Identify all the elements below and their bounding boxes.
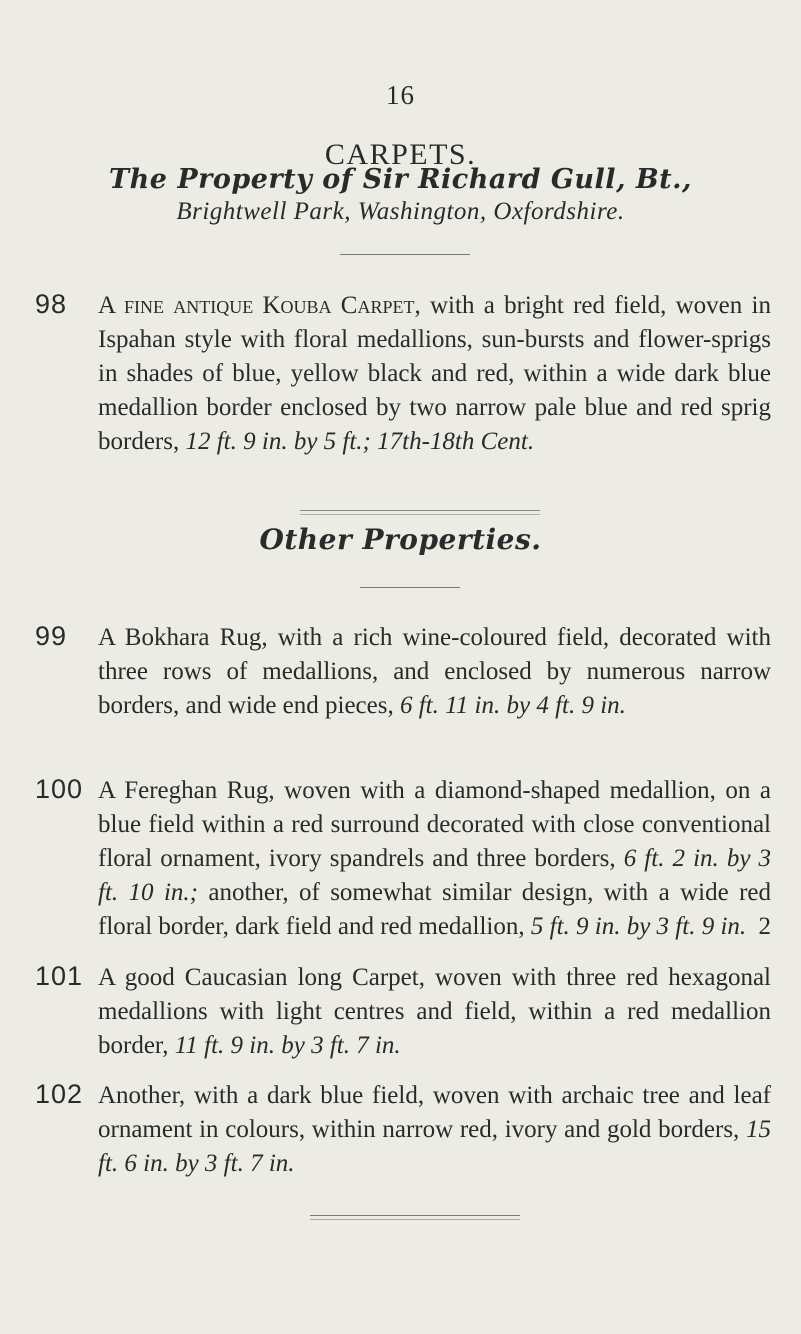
owner-line: The Property of Sir Richard Gull, Bt., bbox=[109, 164, 692, 195]
section-title: CARPETS. bbox=[324, 138, 477, 171]
divider-rule bbox=[300, 510, 540, 511]
lot-dimensions: 6 ft. 2 in. by 3 ft. 10 in.; bbox=[98, 845, 771, 906]
lot-description bbox=[98, 1079, 771, 1181]
lot-description bbox=[98, 774, 771, 944]
lot-dimensions-second: 5 ft. 9 in. by 3 ft. 9 in. bbox=[530, 913, 747, 940]
divider-rule bbox=[300, 514, 540, 515]
lot-description bbox=[98, 289, 771, 459]
page-number: 16 bbox=[386, 80, 415, 110]
divider-rule bbox=[360, 587, 460, 588]
divider-rule bbox=[310, 1219, 520, 1220]
lot-number: 102 bbox=[35, 1079, 84, 1109]
divider-rule bbox=[340, 254, 470, 255]
lot-description bbox=[98, 621, 771, 723]
lot-text: Another, with a dark blue field, woven with archaic tree and leaf ornament in colours, within narrow red, ivory and gold borders, bbox=[98, 1082, 771, 1143]
lot-number: 98 bbox=[35, 289, 68, 319]
lot-number: 100 bbox=[35, 774, 84, 804]
lot-number: 99 bbox=[35, 621, 68, 651]
lot-text-continued: another, of somewhat similar design, with a wide red floral border, dark field and red medallion, bbox=[98, 879, 771, 940]
location-line: Brightwell Park, Washington, Oxfordshire. bbox=[176, 198, 625, 225]
lot-dimensions: 12 ft. 9 in. by 5 ft.; 17th-18th Cent. bbox=[185, 428, 535, 455]
lot-lead: A fine antique Kouba Carpet, bbox=[98, 292, 421, 319]
lot-dimensions: 11 ft. 9 in. by 3 ft. 7 in. bbox=[174, 1032, 401, 1059]
lot-text: with a bright red field, woven in Ispahan style with floral medallions, sun-bursts and flower-sprigs in shades of blue, yellow black and red, within a wide dark blue medallion border enclosed by two narrow pale blue and red sprig borders, bbox=[98, 292, 771, 455]
lot-dimensions: 15 ft. 6 in. by 3 ft. 7 in. bbox=[98, 1116, 771, 1177]
lot-text: A good Caucasian long Carpet, woven with three red hexagonal medallions with light centres and field, within a red medallion border, bbox=[98, 964, 771, 1059]
lot-dimensions: 6 ft. 11 in. by 4 ft. 9 in. bbox=[399, 692, 626, 719]
lot-text: A Bokhara Rug, with a rich wine-coloured field, decorated with three rows of medallions, and enclosed by numerous narrow borders, and wide end pieces, bbox=[98, 624, 771, 719]
lot-count: 2 bbox=[758, 913, 771, 940]
lot-description bbox=[98, 961, 771, 1063]
lot-number: 101 bbox=[35, 961, 84, 991]
divider-rule bbox=[310, 1215, 520, 1216]
subheading: Other Properties. bbox=[259, 523, 542, 556]
lot-text: A Fereghan Rug, woven with a diamond-shaped medallion, on a blue field within a red surround decorated with close conventional floral ornament, ivory spandrels and three borders, bbox=[98, 777, 771, 872]
